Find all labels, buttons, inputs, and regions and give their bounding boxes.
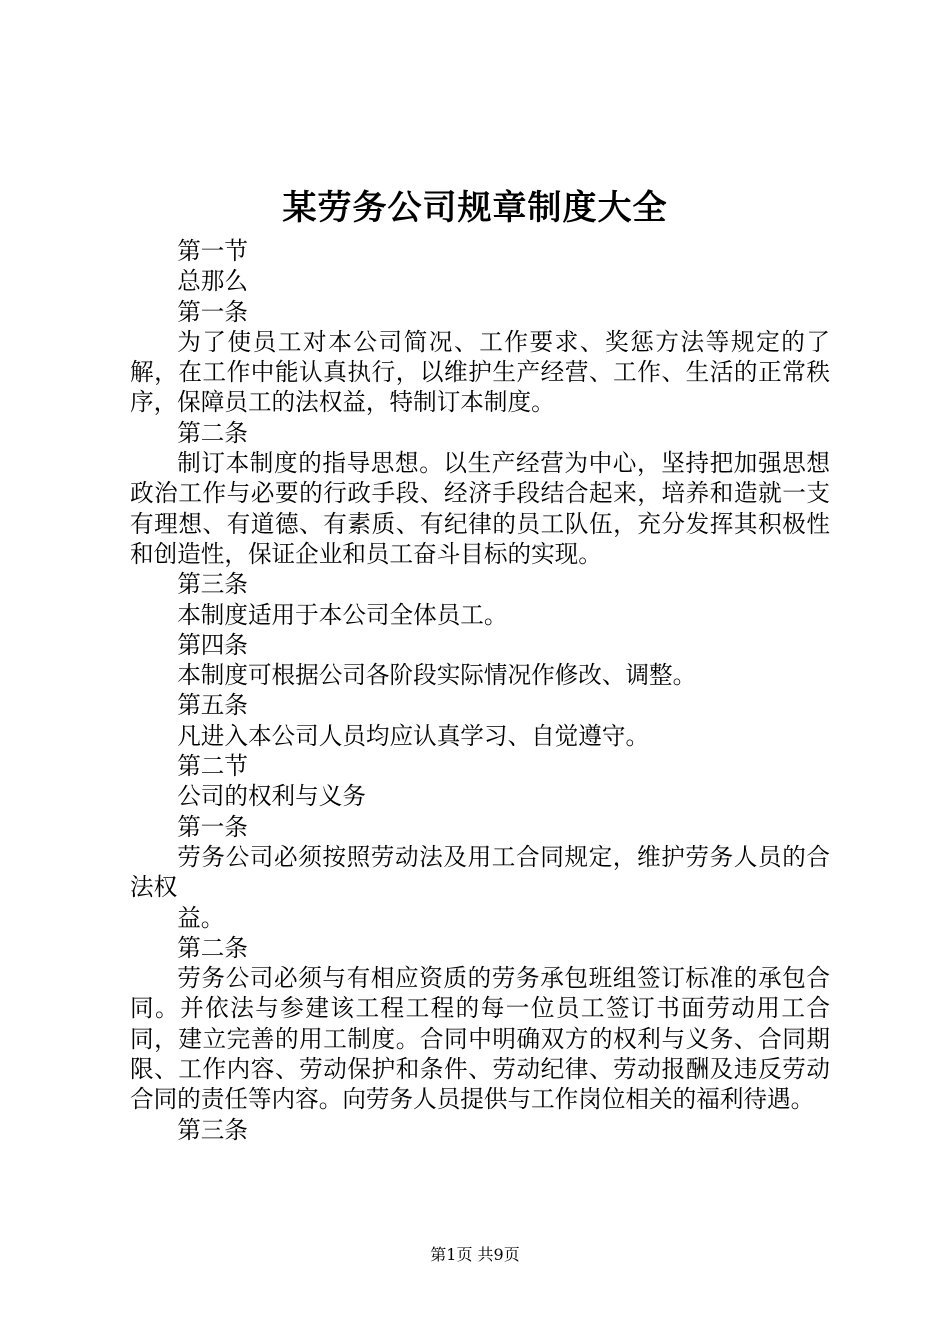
section-subheading: 公司的权利与义务 xyxy=(177,782,366,811)
article-heading: 第三条 xyxy=(177,1115,248,1144)
article-text: 为了使员工对本公司简况、工作要求、奖惩方法等规定的了解，在工作中能认真执行，以维护生产经营、工作、生活的正常秩序，保障员工的法权益，特制订本制度。 xyxy=(130,327,830,417)
section-subheading: 总那么 xyxy=(177,267,248,296)
article-heading: 第一条 xyxy=(177,812,248,841)
article-heading: 第四条 xyxy=(177,630,248,659)
article-heading: 第一条 xyxy=(177,297,248,326)
article-text: 本制度可根据公司各阶段实际情况作修改、调整。 xyxy=(177,661,697,690)
article-text: 凡进入本公司人员均应认真学习、自觉遵守。 xyxy=(177,721,650,750)
document-body xyxy=(130,236,830,1145)
article-text-continuation: 益。 xyxy=(177,903,225,932)
article-text: 劳务公司必须与有相应资质的劳务承包班组签订标准的承包合同。并依法与参建该工程工程的每一位员工签订书面劳动用工合同，建立完善的用工制度。合同中明确双方的权利与义务、合同期限、工作内容、劳动保护和条件、劳动纪律、劳动报酬及违反劳动合同的责任等内容。向劳务人员提供与工作岗位相关的福利待遇。 xyxy=(130,964,830,1114)
section-heading: 第一节 xyxy=(177,237,248,265)
article-text: 制订本制度的指导思想。以生产经营为中心，坚持把加强思想政治工作与必要的行政手段、经济手段结合起来，培养和造就一支有理想、有道德、有素质、有纪律的员工队伍，充分发挥其积极性和创造性，保证企业和员工奋斗目标的实现。 xyxy=(130,449,830,568)
article-heading: 第二条 xyxy=(177,418,248,447)
article-heading: 第二条 xyxy=(177,933,248,962)
article-text: 本制度适用于本公司全体员工。 xyxy=(177,600,508,629)
article-text: 劳务公司必须按照劳动法及用工合同规定，维护劳务人员的合法权 xyxy=(130,842,830,902)
article-heading: 第三条 xyxy=(177,570,248,599)
section-heading: 第二节 xyxy=(177,752,248,781)
page-footer: 第1页 共9页 xyxy=(430,1245,520,1264)
article-heading: 第五条 xyxy=(177,691,248,720)
document-title: 某劳务公司规章制度大全 xyxy=(282,188,668,228)
